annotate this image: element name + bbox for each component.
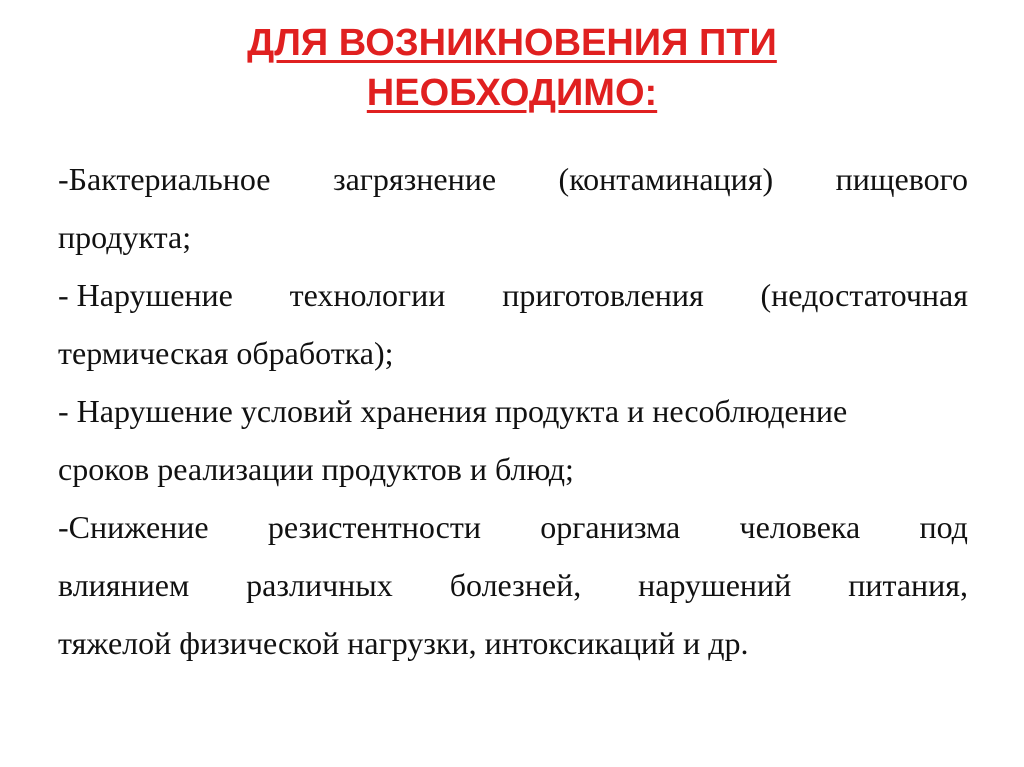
text-line-7 — [58, 498, 968, 556]
body-text — [58, 150, 968, 672]
slide-title-line-1: ДЛЯ ВОЗНИКНОВЕНИЯ ПТИ — [247, 22, 777, 64]
text-line-6: сроков реализации продуктов и блюд; — [58, 451, 574, 487]
text-line-4: термическая обработка); — [58, 335, 394, 371]
word: (контаминация) — [558, 161, 774, 197]
word: человека — [739, 509, 861, 545]
text-line-3 — [58, 266, 968, 324]
word: питания, — [848, 567, 968, 603]
word: -Снижение — [58, 509, 209, 545]
word: резистентности — [267, 509, 481, 545]
text-line-9: тяжелой физической нагрузки, интоксикаций и др. — [58, 625, 749, 661]
word: - Нарушение условий хранения продукта и несоблюдение — [58, 393, 848, 429]
word: нарушений — [638, 567, 792, 603]
text-line-1 — [58, 150, 968, 208]
word: под — [919, 509, 968, 545]
word: - Нарушение — [58, 277, 233, 313]
text-line-8 — [58, 556, 968, 614]
text-line-5 — [58, 382, 968, 440]
text-line-2: продукта; — [58, 219, 192, 255]
word: технологии — [289, 277, 446, 313]
slide-title-line-2: НЕОБХОДИМО: — [366, 72, 658, 114]
word: пищевого — [835, 161, 968, 197]
word: различных — [246, 567, 393, 603]
word: организма — [540, 509, 681, 545]
word: загрязнение — [332, 161, 497, 197]
word: приготовления — [502, 277, 704, 313]
slide-title — [0, 18, 1024, 118]
word: влиянием — [58, 567, 190, 603]
word: болезней, — [449, 567, 582, 603]
word: (недостаточная — [760, 277, 968, 313]
word: -Бактериальное — [58, 161, 271, 197]
